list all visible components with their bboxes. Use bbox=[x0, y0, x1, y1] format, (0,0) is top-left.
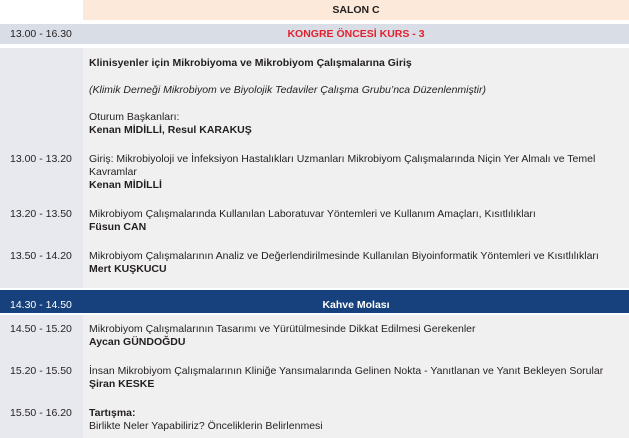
session-subtitle: Birlikte Neler Yapabiliriz? Önceliklerin Belirlenmesi bbox=[89, 420, 323, 432]
session-title-cont: Kavramlar bbox=[89, 166, 137, 178]
session-speaker: Kenan MİDİLLİ bbox=[89, 179, 162, 191]
session-speaker: Füsun CAN bbox=[89, 221, 147, 233]
session-speaker: Şiran KESKE bbox=[89, 378, 155, 390]
course-time: 13.00 - 16.30 bbox=[10, 28, 72, 40]
session-title: Mikrobiyom Çalışmalarının Analiz ve Değerlendirilmesinde Kullanılan Biyoinformatik Yöntemleri ve Kısıtlılıkları bbox=[89, 250, 599, 262]
session-title: Tartışma: bbox=[89, 407, 136, 419]
course-band bbox=[0, 24, 629, 44]
break-time: 14.30 - 14.50 bbox=[10, 299, 72, 311]
session-time: 13.00 - 13.20 bbox=[10, 153, 72, 165]
course-title: KONGRE ÖNCESİ KURS - 3 bbox=[287, 28, 425, 40]
section-organizer: (Klimik Derneği Mikrobiyom ve Biyolojik Tedaviler Çalışma Grubu’nca Düzenlenmiştir) bbox=[89, 84, 486, 96]
break-band bbox=[0, 293, 629, 313]
section-title: Klinisyenler için Mikrobiyoma ve Mikrobiyom Çalışmalarına Giriş bbox=[89, 57, 412, 69]
session-time: 15.50 - 16.20 bbox=[10, 407, 72, 419]
session-time: 14.50 - 15.20 bbox=[10, 323, 72, 335]
session-title: İnsan Mikrobiyom Çalışmalarının Kliniğe Yansımalarında Gelinen Nokta - Yanıtlanan ve Yanıt Bekleyen Sorular bbox=[89, 365, 604, 377]
chairs-names: Kenan MİDİLLİ, Resul KARAKUŞ bbox=[89, 124, 252, 136]
chairs-label: Oturum Başkanları: bbox=[89, 111, 180, 123]
session-time: 13.50 - 14.20 bbox=[10, 250, 72, 262]
session-speaker: Aycan GÜNDOĞDU bbox=[89, 336, 186, 348]
session-time: 15.20 - 15.50 bbox=[10, 365, 72, 377]
session-title: Giriş: Mikrobiyoloji ve İnfeksiyon Hastalıkları Uzmanları Mikrobiyom Çalışmalarında Niçin Yer Almalı ve Temel bbox=[89, 153, 596, 165]
session-title: Mikrobiyom Çalışmalarının Tasarımı ve Yürütülmesinde Dikkat Edilmesi Gerekenler bbox=[89, 323, 476, 335]
session-time: 13.20 - 13.50 bbox=[10, 208, 72, 220]
break-title: Kahve Molası bbox=[322, 299, 390, 311]
salon-header: SALON C bbox=[83, 0, 629, 20]
session-speaker: Mert KUŞKUCU bbox=[89, 263, 167, 275]
session-title: Mikrobiyom Çalışmalarında Kullanılan Laboratuvar Yöntemleri ve Kullanım Amaçları, Kısıtlılıkları bbox=[89, 208, 536, 220]
